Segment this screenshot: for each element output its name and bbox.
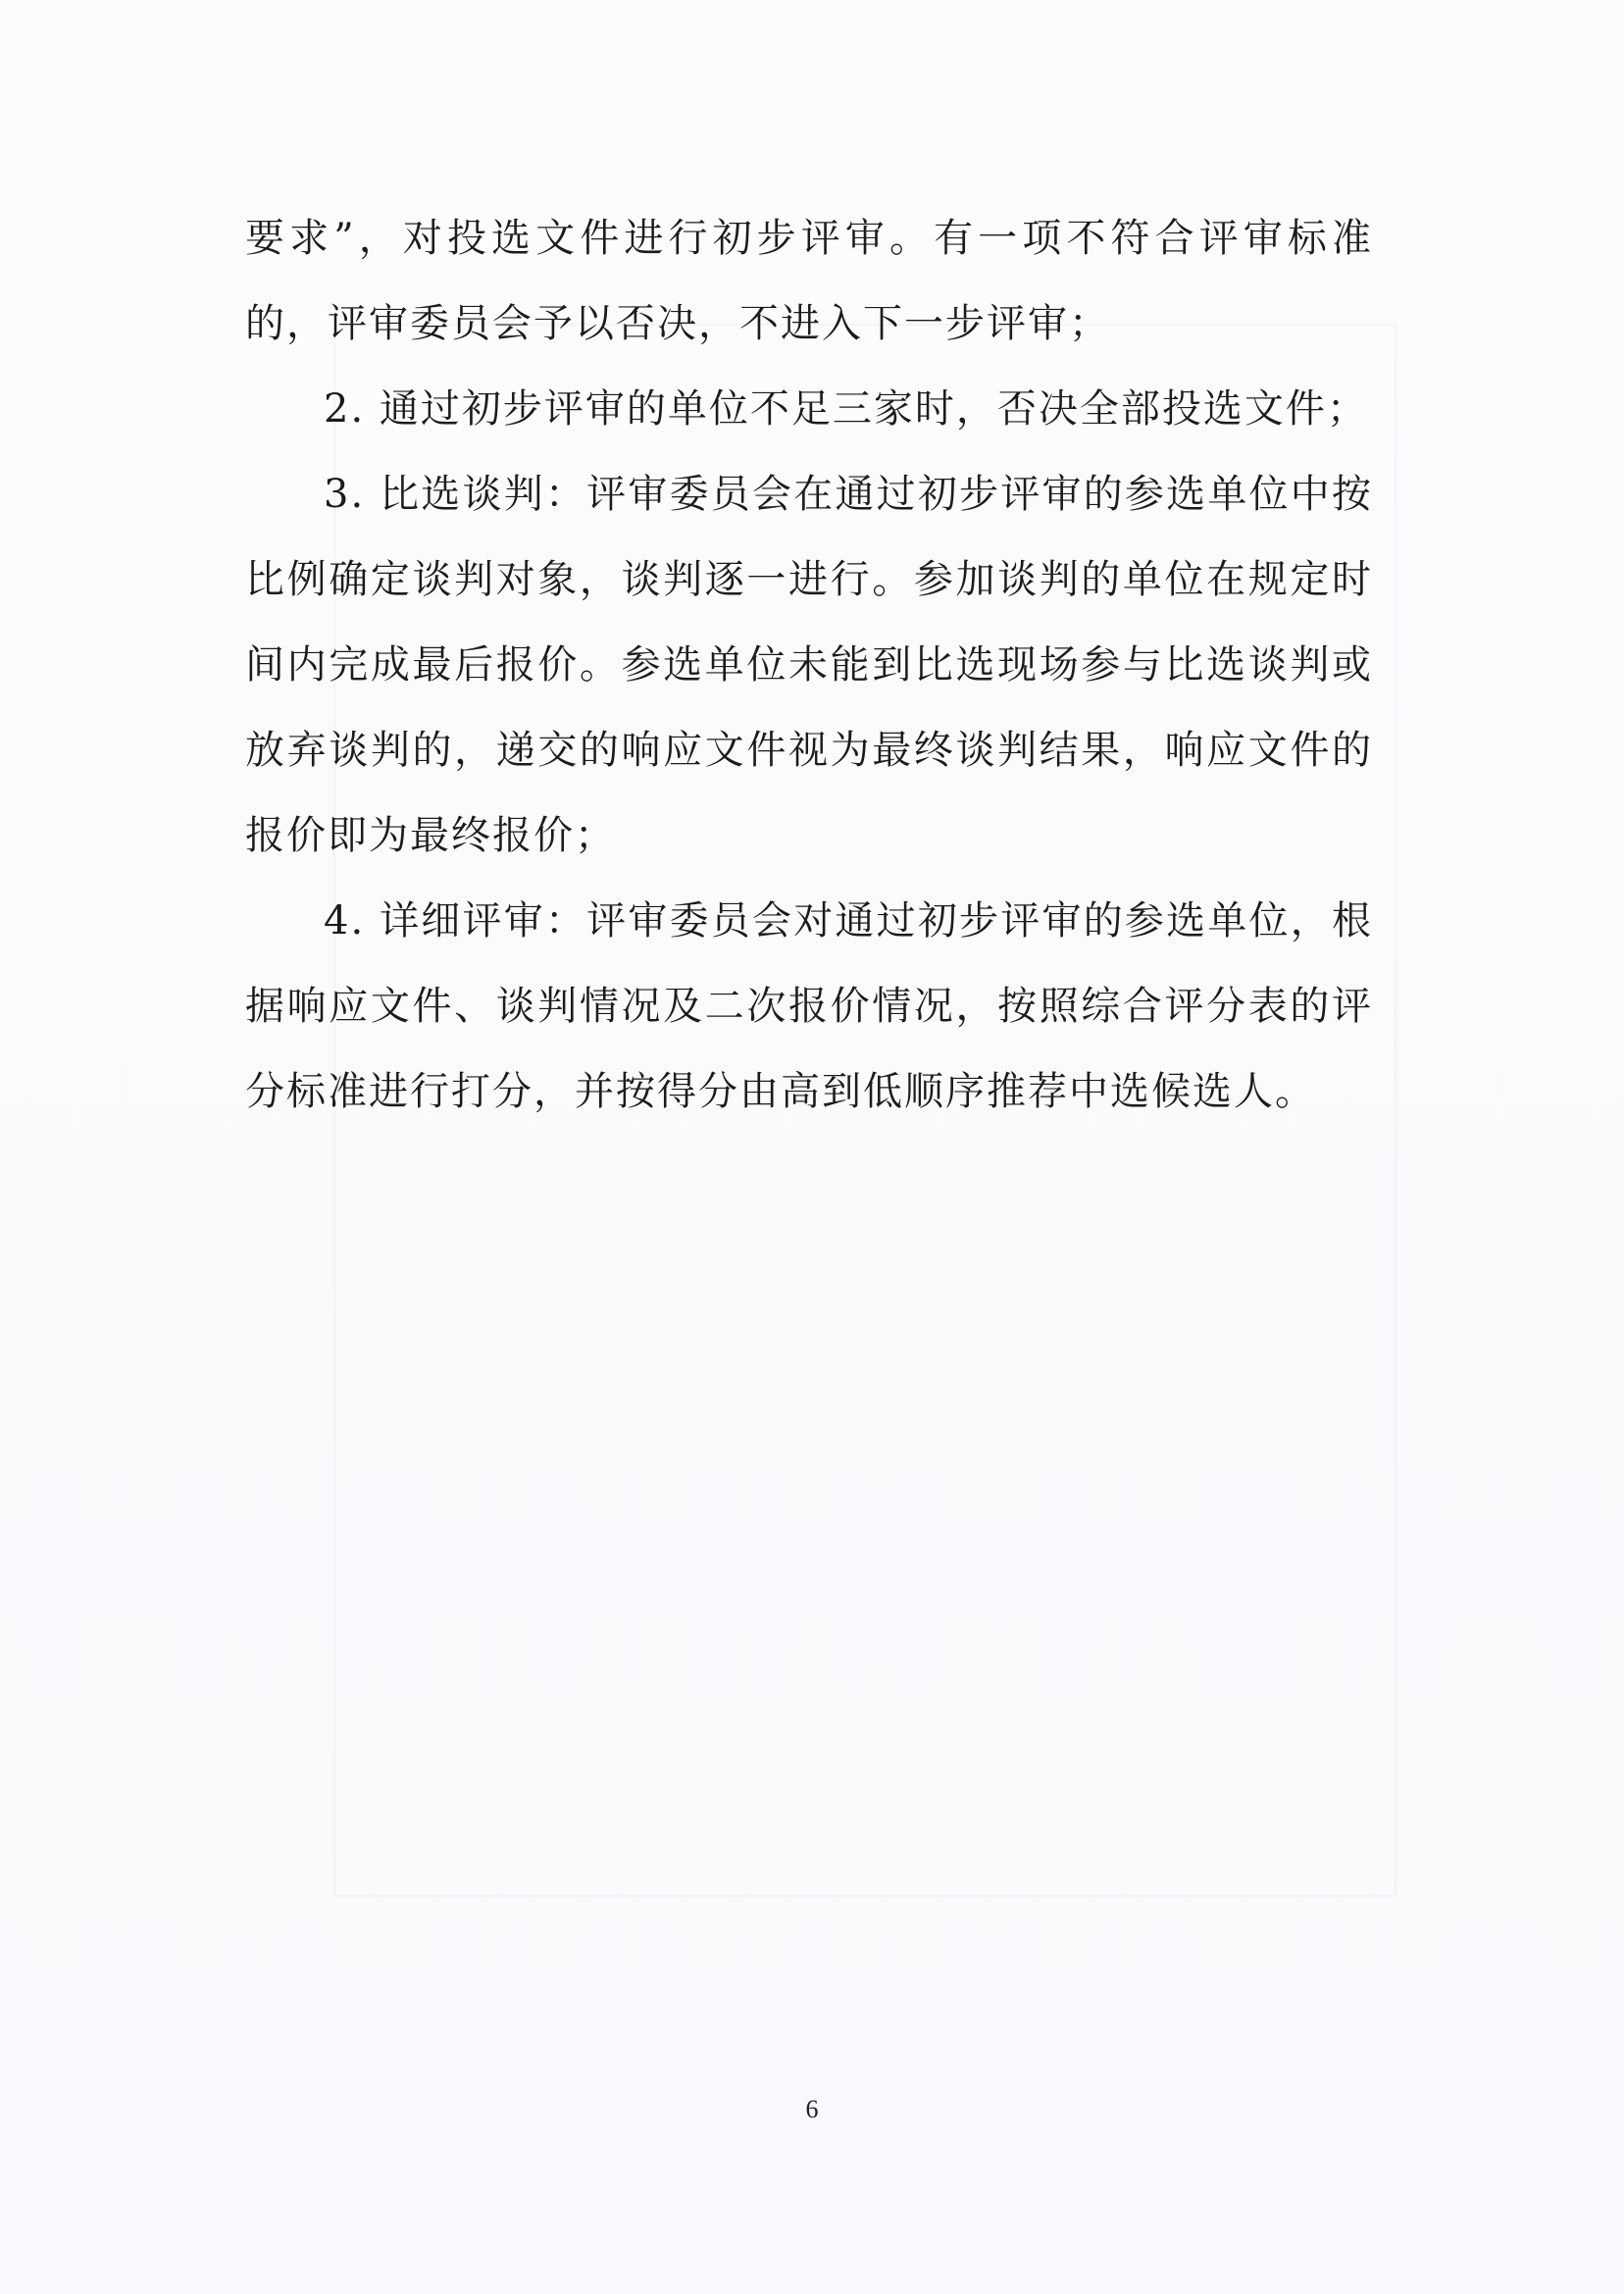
paragraph-3: 3. 比选谈判：评审委员会在通过初步评审的参选单位中按比例确定谈判对象，谈判逐一进行。参加谈判的单位在规定时间内完成最后报价。参选单位未能到比选现场参与比选谈判或放弃谈判的，递交的响应文件视为最终谈判结果，响应文件的报价即为最终报价； xyxy=(245,472,1373,858)
paragraph-4: 4. 详细评审：评审委员会对通过初步评审的参选单位，根据响应文件、谈判情况及二次报价情况，按照综合评分表的评分标准进行打分，并按得分由高到低顺序推荐中选候选人。 xyxy=(245,898,1373,1114)
page-number: 6 xyxy=(805,2095,819,2123)
paragraph-1: 要求”，对投选文件进行初步评审。有一项不符合评审标准的，评审委员会予以否决，不进入下一步评审； xyxy=(245,216,1373,346)
paragraph-2: 2. 通过初步评审的单位不足三家时，否决全部投选文件； xyxy=(324,386,1368,432)
body-text xyxy=(245,196,1373,1135)
